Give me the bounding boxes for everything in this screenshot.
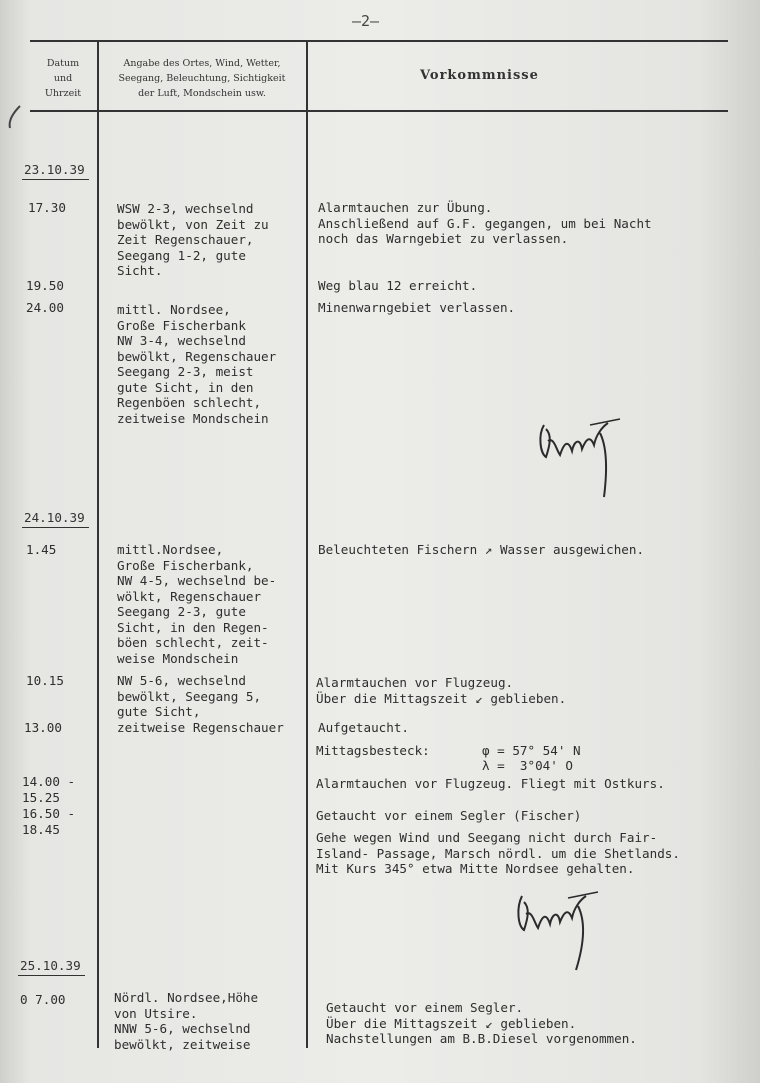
header-und-line: und <box>53 73 73 84</box>
day-date: 25.10.39 <box>18 958 85 976</box>
header-ort-line-1: Angabe des Ortes, Wind, Wetter, <box>123 58 281 69</box>
entry-event: Alarmtauchen vor Flugzeug. Fliegt mit Ostkurs. <box>316 776 665 791</box>
entry-time: 14.00 - 15.25 <box>22 774 76 805</box>
entry-place: mittl. Nordsee, Große Fischerbank NW 3-4, wechselnd bewölkt, Regenschauer Seegang 2-3, meist gute Sicht, in den Regenböen schlecht, zeitweise Mondschein <box>117 302 277 426</box>
entry-time: 16.50 - 18.45 <box>22 806 76 837</box>
signature-1 <box>530 405 640 505</box>
entry-time: 13.00 <box>24 720 62 735</box>
header-ort-line-3: der Luft, Mondschein usw. <box>138 88 266 99</box>
entry-event: Gehe wegen Wind und Seegang nicht durch Fair- Island- Passage, Marsch nördl. um die Shetlands. Mit Kurs 345° etwa Mitte Nordsee gehalten. <box>316 830 680 876</box>
margin-mark <box>4 104 24 130</box>
mittagsbesteck-longitude: λ = 3°04' O <box>482 758 573 773</box>
entry-event: Getaucht vor einem Segler. Über die Mittagszeit ↙ geblieben. Nachstellungen am B.B.Diesel vorgenommen. <box>326 1000 637 1046</box>
mittagsbesteck-label: Mittagsbesteck: <box>316 743 430 758</box>
entry-place: NW 5-6, wechselnd bewölkt, Seegang 5, gute Sicht, zeitweise Regenschauer <box>117 673 284 735</box>
entry-time: 24.00 <box>26 300 64 315</box>
entry-event: Weg blau 12 erreicht. <box>318 278 478 293</box>
entry-event: Minenwarngebiet verlassen. <box>318 300 516 315</box>
entry-event: Beleuchteten Fischern ↗ Wasser ausgewichen. <box>318 542 645 557</box>
header-uhrzeit-line: Uhrzeit <box>44 88 82 99</box>
entry-place: WSW 2-3, wechselnd bewölkt, von Zeit zu Zeit Regenschauer, Seegang 1-2, gute Sicht. <box>117 201 269 278</box>
column-header-vorkommnisse: Vorkommnisse <box>420 68 539 83</box>
day-date: 23.10.39 <box>22 162 89 180</box>
header-ort-line-2: Seegang, Beleuchtung, Sichtigkeit <box>118 73 286 84</box>
entry-place: mittl.Nordsee, Große Fischerbank, NW 4-5, wechselnd be- wölkt, Regenschauer Seegang 2-3, gute Sicht, in den Regen- böen schlecht, zeit- weise Mondschein <box>117 542 277 666</box>
header-top-rule <box>30 40 728 42</box>
page-number: —2— <box>352 12 380 30</box>
entry-place: Nördl. Nordsee,Höhe von Utsire. NNW 5-6, wechselnd bewölkt, zeitweise <box>114 990 259 1052</box>
column-header-ort <box>100 56 304 101</box>
entry-time: 1.45 <box>26 542 57 557</box>
column-header-datum <box>32 56 94 101</box>
day-date: 24.10.39 <box>22 510 89 528</box>
header-bottom-rule <box>30 110 728 112</box>
signature-2 <box>510 880 620 975</box>
entry-event: Getaucht vor einem Segler (Fischer) <box>316 808 582 823</box>
entry-time: 17.30 <box>28 200 66 215</box>
column-divider-1 <box>97 41 99 1048</box>
column-divider-2 <box>306 41 308 1048</box>
mittagsbesteck-latitude: φ = 57° 54' N <box>482 743 581 758</box>
entry-time: 0 7.00 <box>20 992 66 1007</box>
entry-event: Alarmtauchen zur Übung. Anschließend auf G.F. gegangen, um bei Nacht noch das Warngebiet zu verlassen. <box>318 200 652 246</box>
entry-time: 10.15 <box>26 673 64 688</box>
entry-time: 19.50 <box>26 278 64 293</box>
header-datum-line: Datum <box>46 58 80 69</box>
entry-event: Alarmtauchen vor Flugzeug. Über die Mittagszeit ↙ geblieben. <box>316 675 567 706</box>
entry-event: Aufgetaucht. <box>318 720 409 735</box>
